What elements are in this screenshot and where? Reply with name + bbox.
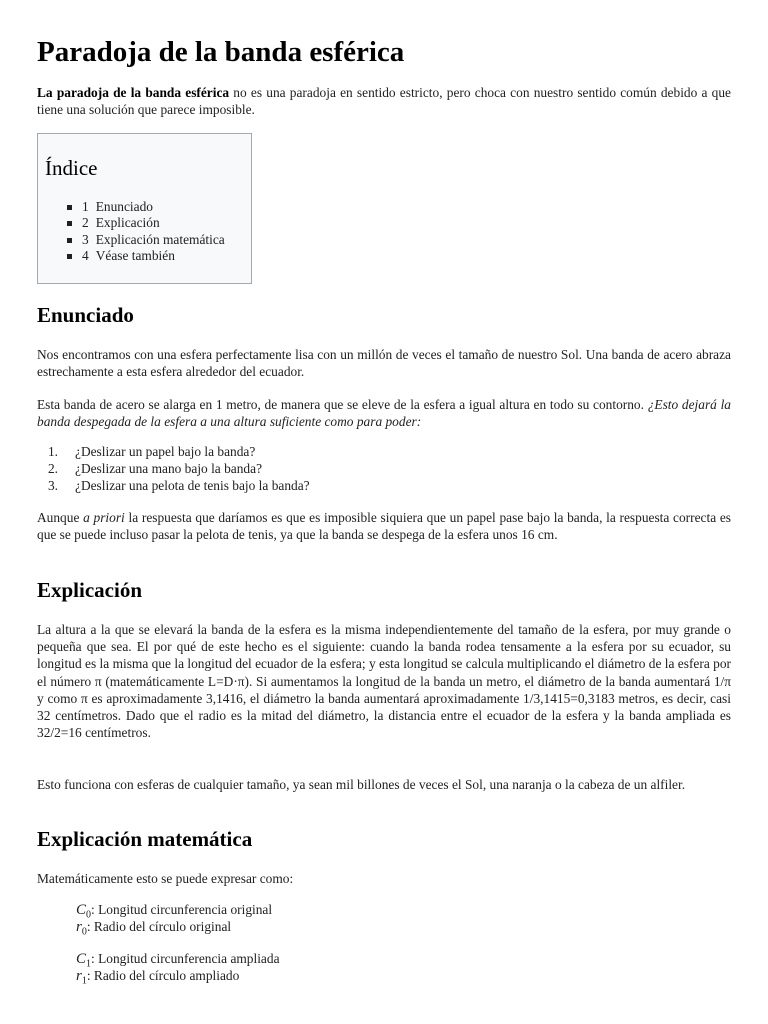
bullet-icon (67, 221, 72, 226)
list-item-text: ¿Deslizar una mano bajo la banda? (75, 461, 263, 476)
enunciado-paragraph-1: Nos encontramos con una esfera perfectamente lisa con un millón de veces el tamaño de nuestro Sol. Una banda de acero abraza estrechamente a esta esfera alrededor del ecuador. (37, 347, 731, 380)
bullet-icon (67, 205, 72, 210)
toc-item-label[interactable]: Explicación matemática (95, 231, 225, 247)
intro-bold: La paradoja de la banda esférica (37, 85, 230, 100)
toc-item-label[interactable]: Véase también (95, 247, 175, 263)
explicacion-paragraph-2: Esto funciona con esferas de cualquier tamaño, ya sean mil billones de veces el Sol, una naranja o la cabeza de un alfiler. (37, 777, 686, 792)
math-symbol: C (76, 951, 87, 967)
section-heading-explicacion-matematica: Explicación matemática (37, 827, 253, 851)
enunciado-paragraph-2 (37, 396, 731, 430)
toc-list (54, 199, 225, 264)
math-symbol: r (76, 968, 82, 984)
math-subscript: 1 (86, 958, 92, 970)
math-definition (76, 967, 239, 990)
toc-item-number: 2 (82, 215, 89, 231)
toc-title: Índice (45, 156, 98, 180)
math-symbol: C (76, 902, 87, 918)
enunciado-p3-italic: a priori (83, 510, 125, 525)
toc-item-number: 4 (82, 247, 89, 263)
math-definition-text: : Longitud circunferencia original (91, 902, 273, 917)
toc-item-number: 1 (82, 199, 89, 214)
toc-item-explicacion[interactable] (54, 215, 225, 231)
bullet-icon (67, 238, 72, 243)
table-of-contents (37, 133, 252, 284)
toc-item-label[interactable]: Enunciado (95, 199, 153, 214)
list-item (37, 460, 310, 477)
toc-item-label[interactable]: Explicación (95, 215, 160, 231)
toc-item-explicacion-matematica[interactable] (54, 232, 225, 248)
enunciado-p2-question: ¿Esto dejará la banda despegada de la esfera a una altura suficiente como para poder: (37, 397, 731, 430)
enunciado-paragraph-3 (37, 509, 731, 543)
intro-text: no es una paradoja en sentido estricto, pero choca con nuestro sentido común debido a que tiene una solución que parece imposible. (37, 85, 731, 118)
math-subscript: 0 (81, 926, 87, 938)
toc-item-vease-tambien[interactable] (54, 248, 225, 264)
math-subscript: 0 (86, 909, 92, 921)
section-heading-explicacion: Explicación (37, 578, 143, 602)
list-item-text: ¿Deslizar un papel bajo la banda? (75, 444, 256, 459)
enunciado-p3-b: la respuesta que daríamos es que es imposible siquiera que un papel pase bajo la banda, la respuesta correcta es que se puede incluso pasar la pelota de tenis, ya que la banda se despega de la esfera unos 16 cm. (37, 510, 732, 543)
math-definition-text: : Radio del círculo original (86, 919, 232, 934)
intro-paragraph (37, 84, 731, 118)
math-symbol: r (76, 919, 82, 935)
list-item-number: 1. (47, 444, 58, 459)
list-item (37, 477, 310, 494)
math-definition-text: : Radio del círculo ampliado (86, 968, 240, 983)
explicacion-paragraph-1: La altura a la que se elevará la banda de la esfera es la misma independientemente del tamaño de la esfera, por muy grande o pequeña que sea. El por qué de este hecho es el siguiente: cuando la banda rodea tensamente a la esfera por su ecuador, su longitud es la misma que la longitud del ecuador de la esfera; y esta longitud se calcula multiplicando el diámetro de la esfera por el número π (matemáticamente L=D·π). Si aumentamos la longitud de la banda un metro, el diámetro de la banda aumentará 1/π y como π es aproximadamente 3,1416, el diámetro la banda aumentará aproximadamente 1/3,1415=0,3183 metros, es decir, casi 32 centímetros. Dado que el radio es la mitad del diámetro, la distancia entre el ecuador de la esfera y la banda ampliada es 32/2=16 centímetros. (37, 622, 731, 741)
enunciado-list (37, 443, 310, 494)
matematica-paragraph-1: Matemáticamente esto se puede expresar como: (37, 871, 294, 886)
page-title: Paradoja de la banda esférica (37, 36, 405, 68)
math-subscript: 1 (81, 975, 87, 987)
toc-item-enunciado[interactable] (54, 199, 225, 215)
list-item-number: 2. (47, 461, 58, 476)
math-definition (76, 918, 231, 941)
toc-item-number: 3 (82, 231, 89, 247)
list-item-number: 3. (47, 478, 58, 493)
math-definition-text: : Longitud circunferencia ampliada (91, 951, 280, 966)
list-item-text: ¿Deslizar una pelota de tenis bajo la banda? (75, 478, 310, 493)
enunciado-p3-a: Aunque (37, 510, 84, 525)
enunciado-p2-text: Esta banda de acero se alarga en 1 metro, de manera que se eleve de la esfera a igual altura en todo su contorno. (37, 397, 644, 412)
section-heading-enunciado: Enunciado (37, 303, 134, 327)
bullet-icon (67, 254, 72, 259)
list-item (37, 443, 310, 460)
